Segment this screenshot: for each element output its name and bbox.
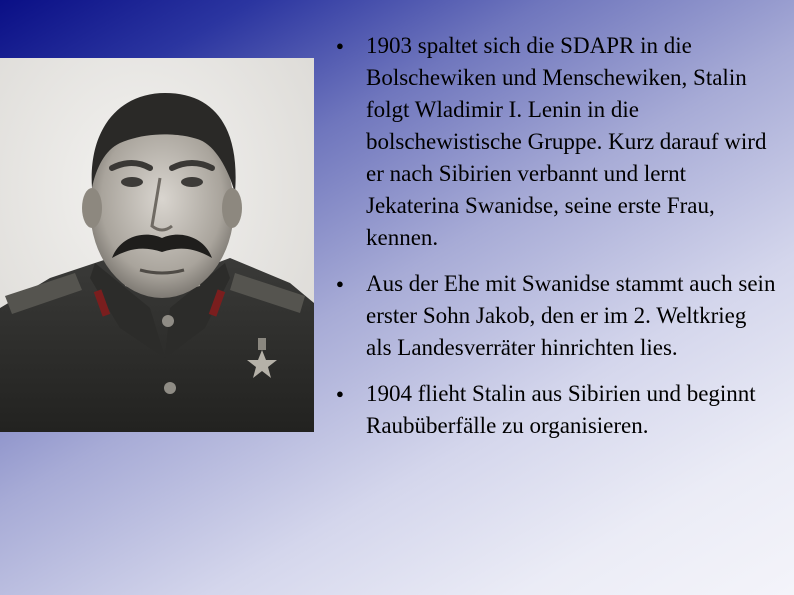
bullet-dot-icon: ● [336,38,344,53]
bullet-list [336,30,776,456]
bullet-text: 1903 spaltet sich die SDAPR in die Bolschewiken und Menschewiken, Stalin folgt Wladimir I. Lenin in die bolschewistische Gruppe. Kurz darauf wird er nach Sibirien verbannt und lernt Jekaterina Swanidse, seine erste Frau, kennen. [366,33,767,250]
bullet-item [336,378,776,442]
bullet-dot-icon: ● [336,386,344,401]
bullet-dot-icon: ● [336,276,344,291]
bullet-text: 1904 flieht Stalin aus Sibirien und beginnt Raubüberfälle zu organisieren. [366,381,756,438]
bullet-item [336,30,776,254]
portrait-photo [0,58,314,432]
bullet-item [336,268,776,364]
bullet-text: Aus der Ehe mit Swanidse stammt auch sein erster Sohn Jakob, den er im 2. Weltkrieg als Landesverräter hinrichten lies. [366,271,776,360]
